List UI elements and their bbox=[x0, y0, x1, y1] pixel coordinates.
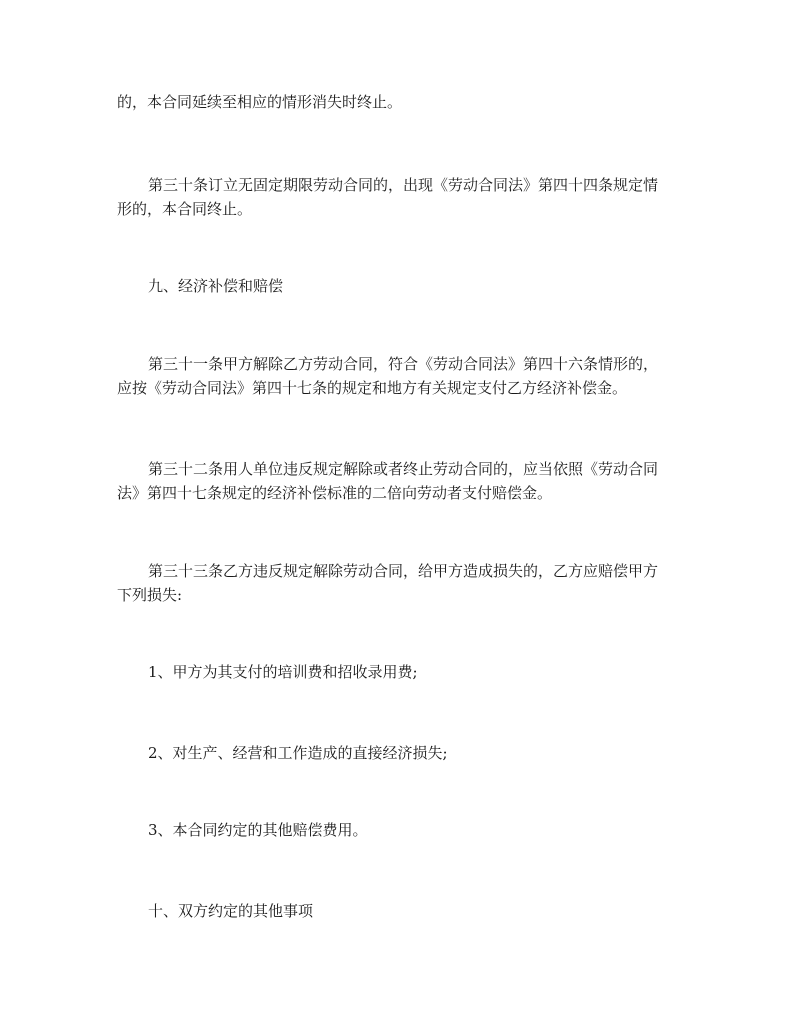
article-31-line-1: 第三十一条甲方解除乙方劳动合同，符合《劳动合同法》第四十六条情形的， bbox=[148, 355, 659, 373]
section-heading-9: 九、经济补偿和赔偿 bbox=[148, 277, 284, 295]
list-item-3: 3、本合同约定的其他赔偿费用。 bbox=[148, 821, 368, 839]
article-33-line-2: 下列损失: bbox=[117, 586, 183, 604]
article-31-line-2: 应按《劳动合同法》第四十七条的规定和地方有关规定支付乙方经济补偿金。 bbox=[117, 379, 628, 397]
article-32-line-1: 第三十二条用人单位违反规定解除或者终止劳动合同的，应当依照《劳动合同 bbox=[148, 460, 659, 478]
list-item-2: 2、对生产、经营和工作造成的直接经济损失; bbox=[148, 744, 448, 762]
list-item-1: 1、甲方为其支付的培训费和招收录用费; bbox=[148, 663, 418, 681]
article-32-line-2: 法》第四十七条规定的经济补偿标准的二倍向劳动者支付赔偿金。 bbox=[117, 484, 553, 502]
article-30-line-1: 第三十条订立无固定期限劳动合同的，出现《劳动合同法》第四十四条规定情 bbox=[148, 176, 659, 194]
article-30-line-2: 形的，本合同终止。 bbox=[117, 200, 253, 218]
section-heading-10: 十、双方约定的其他事项 bbox=[148, 902, 314, 920]
article-33-line-1: 第三十三条乙方违反规定解除劳动合同，给甲方造成损失的，乙方应赔偿甲方 bbox=[148, 562, 659, 580]
text-line-continuation: 的，本合同延续至相应的情形消失时终止。 bbox=[117, 93, 403, 111]
